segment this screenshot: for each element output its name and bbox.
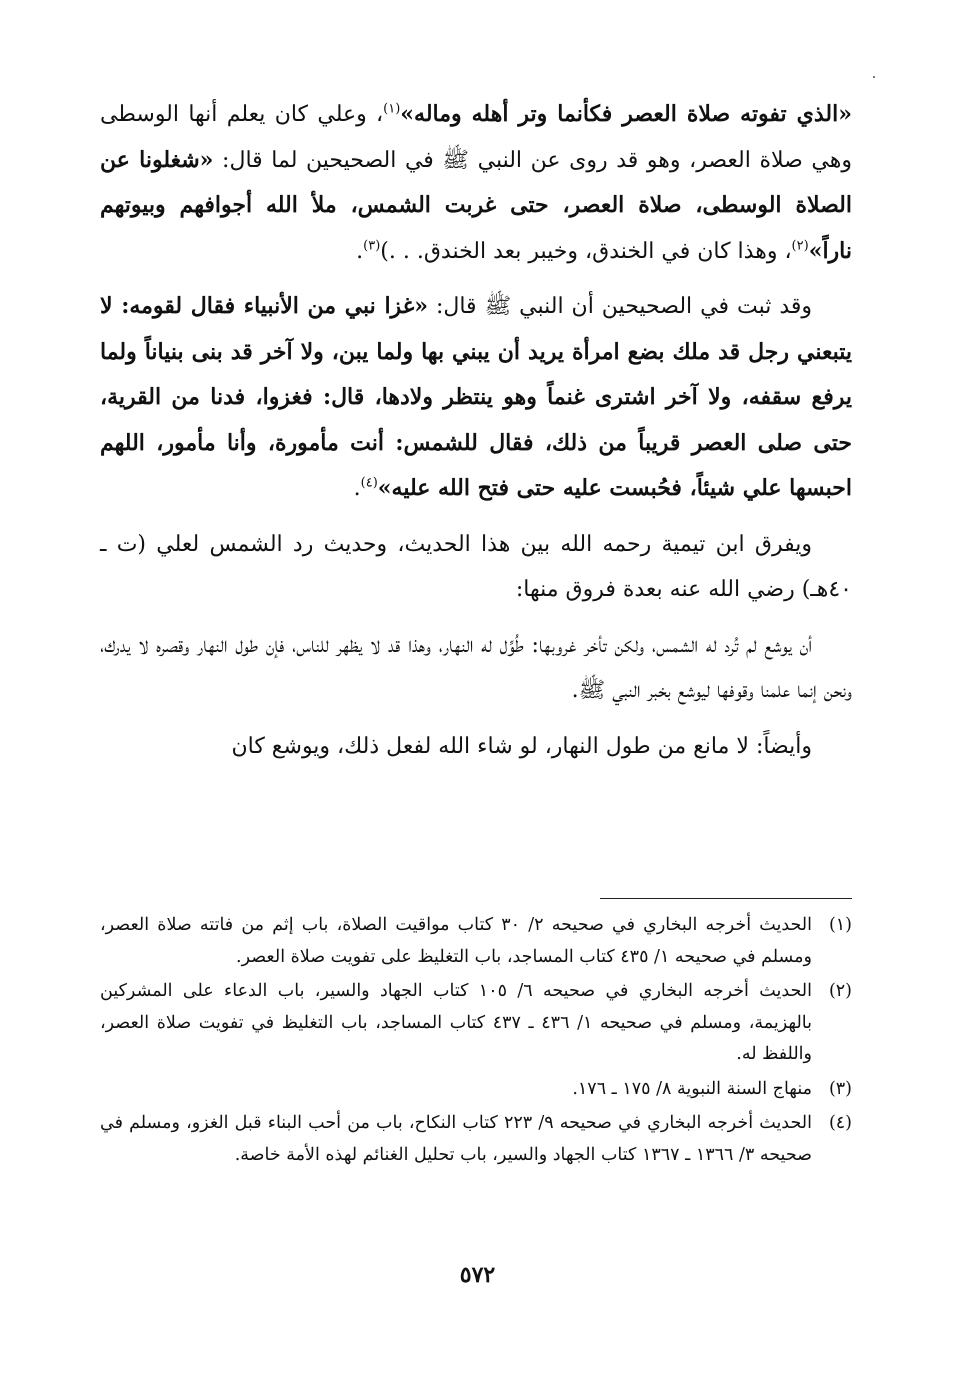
footnote-ref-2[interactable]: (٢): [791, 238, 809, 254]
footnote-1: [100, 910, 852, 973]
footnote-text: الحديث أخرجه البخاري في صحيحه ٢/ ٣٠ كتاب مواقيت الصلاة، باب إثم من فاتته صلاة العصر، ومسلم في صحيحه ١/ ٤٣٥ كتاب المساجد، باب التغليظ على تفويت صلاة العصر.: [100, 915, 812, 967]
footnote-number: (٤): [828, 1113, 852, 1133]
paragraph-2-text: وقد ثبت في الصحيحين أن النبي ﷺ قال:: [427, 294, 813, 319]
paragraph-2-end: .: [353, 476, 361, 501]
margin-mark: [873, 76, 875, 78]
footnote-ref-1[interactable]: (١): [383, 101, 401, 117]
quote-hadith-asr: «الذي تفوته صلاة العصر فكأنما وتر أهله وماله»: [400, 101, 852, 127]
footnotes: [100, 910, 852, 1174]
footnote-text: الحديث أخرجه البخاري في صحيحه ٦/ ١٠٥ كتاب الجهاد والسير، باب الدعاء على المشركين بالهزيمة، ومسلم في صحيحه ١/ ٤٣٦ ـ ٤٣٧ كتاب المساجد، باب التغليظ في تفويت صلاة العصر، واللفظ له.: [100, 981, 812, 1064]
footnote-text: الحديث أخرجه البخاري في صحيحه ٩/ ٢٢٣ كتاب النكاح، باب من أحب البناء قبل الغزو، ومسلم في صحيحه ٣/ ١٣٦٦ ـ ١٣٦٧ كتاب الجهاد والسير، باب تحليل الغنائم لهذه الأمة خاصة.: [100, 1113, 812, 1165]
paragraph-1-end: .: [356, 238, 364, 264]
footnote-3: [100, 1074, 852, 1106]
footnote-number: (٢): [828, 981, 852, 1001]
footnote-2: [100, 976, 852, 1071]
paragraph-1-text-2: ، وهذا كان في الخندق، وخيبر بعد الخندق. . .): [380, 238, 792, 264]
paragraph-4: أن يوشع لم تُرد له الشمس، ولكن تأخر غروبها: طُوِّل له النهار، وهذا قد لا يظهر للناس، فإن طول النهار وقصره لا يدرك، ونحن إنما علمنا وقوفها ليوشع بخبر النبي ﷺ.: [100, 632, 852, 703]
quote-hadith-khandaq: «شغلونا عن الصلاة الوسطى، صلاة العصر، حتى غربت الشمس، ملأ الله أجوافهم وبيوتهم ناراً»: [100, 146, 852, 264]
footnote-ref-4[interactable]: (٤): [360, 475, 378, 491]
footnote-divider: [600, 898, 852, 899]
footnote-number: (١): [828, 915, 852, 935]
paragraph-5: وأيضاً: لا مانع من طول النهار، لو شاء الله لفعل ذلك، ويوشع كان: [231, 733, 812, 759]
quote-hadith-yusha: «غزا نبي من الأنبياء فقال لقومه: لا يتبعني رجل قد ملك بضع امرأة يريد أن يبني بها ولما يبن، ولا آخر قد بنى بنياناً ولما يرفع سقفه، ولا آخر اشترى غنماً وهو ينتظر ولادها، قال: فغزوا، فدنا من القرية، حتى صلى العصر قريباً من ذلك، فقال للشمس: أنت مأمورة، وأنا مأمور، اللهم احبسها علي شيئاً، فحُبست عليه حتى فتح الله عليه»: [100, 293, 852, 501]
paragraph-1-text: ، وعلي كان يعلم أنها الوسطى وهي صلاة العصر، وهو قد روى عن النبي ﷺ في الصحيحين لما قال:: [100, 102, 852, 173]
footnote-text: منهاج السنة النبوية ٨/ ١٧٥ ـ ١٧٦.: [572, 1078, 812, 1099]
main-text: [100, 92, 852, 779]
paragraph-2: [100, 284, 852, 512]
page-number: ٥٧٢: [459, 1262, 496, 1288]
paragraph-1: [100, 92, 852, 274]
footnote-ref-3[interactable]: (٣): [363, 238, 381, 254]
paragraph-3: ويفرق ابن تيمية رحمه الله بين هذا الحديث، وحديث رد الشمس لعلي (ت ـ ٤٠هـ) رضي الله عنه بعدة فروق منها:: [100, 531, 852, 602]
footnote-4: [100, 1108, 852, 1171]
footnote-number: (٣): [828, 1078, 852, 1099]
